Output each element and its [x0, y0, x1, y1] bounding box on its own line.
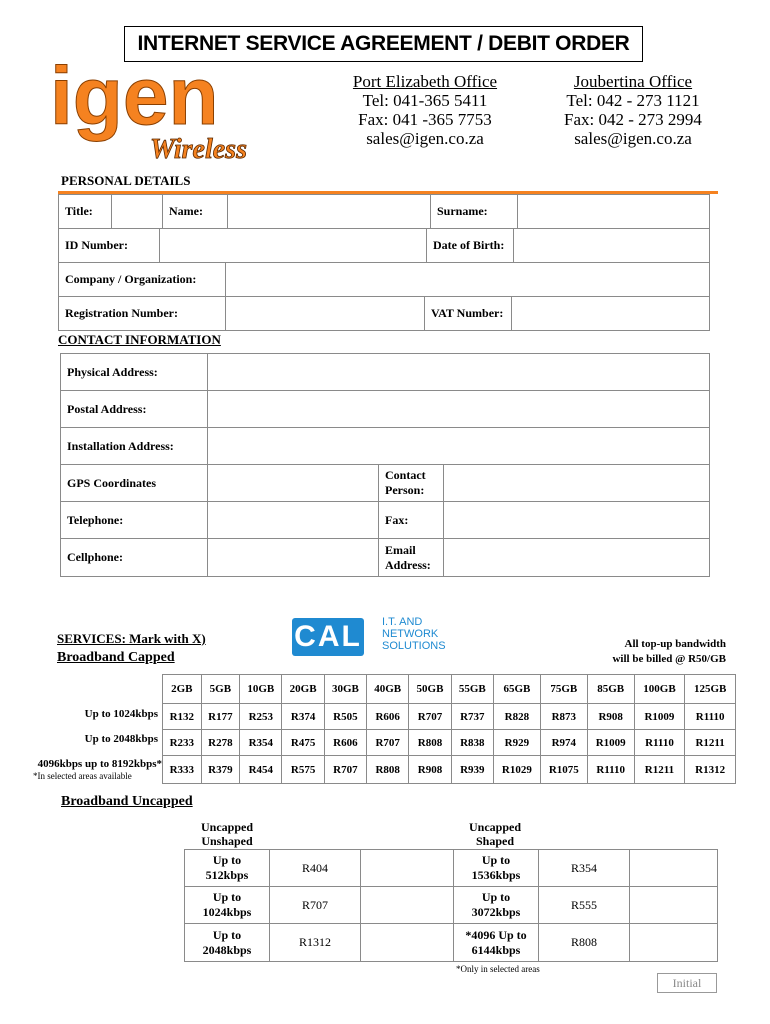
- personal-details-heading: PERSONAL DETAILS: [61, 173, 191, 188]
- capped-row-label: Up to 1024kbps: [84, 708, 158, 720]
- capped-column-header: 30GB: [324, 675, 366, 704]
- capped-price-cell[interactable]: R828: [493, 704, 540, 730]
- capped-price-cell[interactable]: R908: [409, 756, 451, 784]
- capped-column-header: 20GB: [282, 675, 324, 704]
- capped-price-cell[interactable]: R873: [540, 704, 587, 730]
- telephone-field[interactable]: [208, 502, 379, 539]
- shaped-header-line-1: Uncapped: [468, 820, 521, 834]
- capped-price-cell[interactable]: R808: [409, 730, 451, 756]
- unshaped-header: [186, 820, 268, 848]
- logo-text: igen: [50, 52, 219, 142]
- shaped-speed: *4096 Up to 6144kbps: [454, 924, 539, 962]
- uncapped-table: [184, 849, 718, 962]
- surname-label: Surname:: [431, 195, 518, 229]
- capped-footnote: *In selected areas available: [33, 771, 132, 781]
- company-label: Company / Organization:: [59, 263, 226, 297]
- email-field[interactable]: [444, 539, 710, 577]
- capped-price-cell[interactable]: R737: [451, 704, 493, 730]
- capped-price-cell[interactable]: R606: [324, 730, 366, 756]
- capped-price-cell[interactable]: R606: [367, 704, 409, 730]
- capped-price-cell[interactable]: R454: [240, 756, 282, 784]
- capped-price-row: [163, 704, 736, 730]
- shaped-price: R555: [539, 887, 630, 924]
- igen-wireless-logo: [50, 52, 270, 164]
- capped-price-cell[interactable]: R132: [163, 704, 202, 730]
- joubertina-office-block: [538, 72, 728, 148]
- shaped-select-cell[interactable]: [630, 924, 718, 962]
- contact-info-heading: CONTACT INFORMATION: [58, 332, 221, 347]
- pe-office-email: sales@igen.co.za: [366, 129, 484, 148]
- capped-column-header: 2GB: [163, 675, 202, 704]
- capped-price-cell[interactable]: R333: [163, 756, 202, 784]
- capped-price-row: [163, 756, 736, 784]
- capped-price-cell[interactable]: R1029: [493, 756, 540, 784]
- capped-price-cell[interactable]: R1110: [685, 704, 736, 730]
- title-field[interactable]: [112, 195, 163, 229]
- capped-price-cell[interactable]: R1211: [685, 730, 736, 756]
- capped-column-header: 55GB: [451, 675, 493, 704]
- capped-price-cell[interactable]: R354: [240, 730, 282, 756]
- shaped-speed: Up to 3072kbps: [454, 887, 539, 924]
- capped-price-cell[interactable]: R707: [367, 730, 409, 756]
- id-table: [58, 228, 710, 263]
- registration-table: [58, 296, 710, 331]
- capped-price-cell[interactable]: R908: [587, 704, 634, 730]
- topup-note-line-1: All top-up bandwidth: [624, 638, 726, 650]
- cal-logo-text: CAL: [294, 620, 362, 653]
- installation-address-field[interactable]: [208, 428, 710, 465]
- capped-price-cell[interactable]: R974: [540, 730, 587, 756]
- telephone-label: Telephone:: [61, 502, 208, 539]
- capped-column-header: 125GB: [685, 675, 736, 704]
- capped-price-cell[interactable]: R808: [367, 756, 409, 784]
- shaped-select-cell[interactable]: [630, 887, 718, 924]
- capped-price-cell[interactable]: R575: [282, 756, 324, 784]
- gps-field[interactable]: [208, 465, 379, 502]
- unshaped-header-line-2: Unshaped: [201, 834, 253, 848]
- capped-price-cell[interactable]: R1009: [587, 730, 634, 756]
- cal-logo: [292, 618, 364, 656]
- personal-details-table: [58, 194, 710, 229]
- capped-price-cell[interactable]: R253: [240, 704, 282, 730]
- name-label: Name:: [163, 195, 228, 229]
- postal-address-label: Postal Address:: [61, 391, 208, 428]
- cal-line-3: SOLUTIONS: [382, 640, 446, 652]
- unshaped-price: R404: [270, 850, 361, 887]
- capped-price-cell[interactable]: R1075: [540, 756, 587, 784]
- capped-price-cell[interactable]: R475: [282, 730, 324, 756]
- cal-line-2: NETWORK: [382, 628, 439, 640]
- physical-address-field[interactable]: [208, 354, 710, 391]
- cal-tagline: [382, 616, 446, 652]
- capped-row-label: Up to 2048kbps: [84, 733, 158, 745]
- id-field[interactable]: [160, 229, 427, 263]
- email-label: Email Address:: [379, 539, 444, 577]
- pe-office-block: [330, 72, 520, 148]
- capped-price-cell[interactable]: R1110: [587, 756, 634, 784]
- unshaped-speed: Up to 2048kbps: [185, 924, 270, 962]
- vat-label: VAT Number:: [425, 297, 512, 331]
- topup-note: [560, 637, 726, 667]
- pe-office-tel: Tel: 041-365 5411: [362, 91, 488, 110]
- contact-person-field[interactable]: [444, 465, 710, 502]
- pe-office-fax: Fax: 041 -365 7753: [358, 110, 492, 129]
- capped-column-header: 5GB: [201, 675, 240, 704]
- capped-price-cell[interactable]: R929: [493, 730, 540, 756]
- postal-address-field[interactable]: [208, 391, 710, 428]
- capped-column-header: 10GB: [240, 675, 282, 704]
- physical-address-label: Physical Address:: [61, 354, 208, 391]
- shaped-price: R808: [539, 924, 630, 962]
- unshaped-select-cell[interactable]: [361, 850, 454, 887]
- unshaped-select-cell[interactable]: [361, 924, 454, 962]
- uncapped-row: [185, 850, 718, 887]
- unshaped-price: R1312: [270, 924, 361, 962]
- cellphone-label: Cellphone:: [61, 539, 208, 577]
- contact-table: [60, 353, 710, 577]
- uncapped-row: [185, 887, 718, 924]
- shaped-header-line-2: Shaped: [475, 834, 515, 848]
- capped-column-header: 75GB: [540, 675, 587, 704]
- vat-field[interactable]: [512, 297, 710, 331]
- capped-price-cell[interactable]: R1009: [634, 704, 685, 730]
- logo-subtext: Wireless: [150, 134, 247, 164]
- contact-person-label: Contact Person:: [379, 465, 444, 502]
- document-title: INTERNET SERVICE AGREEMENT / DEBIT ORDER: [124, 26, 643, 62]
- title-label: Title:: [59, 195, 112, 229]
- capped-price-cell[interactable]: R1312: [685, 756, 736, 784]
- installation-address-label: Installation Address:: [61, 428, 208, 465]
- capped-price-cell[interactable]: R233: [163, 730, 202, 756]
- shaped-speed: Up to 1536kbps: [454, 850, 539, 887]
- joubertina-office-fax: Fax: 042 - 273 2994: [564, 110, 702, 129]
- capped-price-cell[interactable]: R177: [201, 704, 240, 730]
- company-field[interactable]: [226, 263, 710, 297]
- capped-price-cell[interactable]: R1211: [634, 756, 685, 784]
- uncapped-footnote: *Only in selected areas: [456, 964, 540, 974]
- pe-office-name: Port Elizabeth Office: [352, 72, 498, 91]
- services-heading: SERVICES: Mark with X): [57, 631, 206, 646]
- unshaped-select-cell[interactable]: [361, 887, 454, 924]
- capped-price-cell[interactable]: R505: [324, 704, 366, 730]
- registration-field[interactable]: [226, 297, 425, 331]
- topup-note-line-2: will be billed @ R50/GB: [612, 653, 726, 665]
- company-table: [58, 262, 710, 297]
- unshaped-speed: Up to 512kbps: [185, 850, 270, 887]
- joubertina-office-tel: Tel: 042 - 273 1121: [566, 91, 700, 110]
- dob-field[interactable]: [514, 229, 710, 263]
- uncapped-heading: Broadband Uncapped: [61, 794, 193, 809]
- capped-price-cell[interactable]: R379: [201, 756, 240, 784]
- capped-price-table: [162, 674, 736, 784]
- cellphone-field[interactable]: [208, 539, 379, 577]
- registration-label: Registration Number:: [59, 297, 226, 331]
- capped-column-header: 40GB: [367, 675, 409, 704]
- capped-column-header: 65GB: [493, 675, 540, 704]
- capped-row-label: 4096kbps up to 8192kbps*: [37, 758, 162, 770]
- capped-price-row: [163, 730, 736, 756]
- unshaped-header-line-1: Uncapped: [200, 820, 253, 834]
- capped-heading: Broadband Capped: [57, 650, 175, 665]
- uncapped-row: [185, 924, 718, 962]
- dob-label: Date of Birth:: [427, 229, 514, 263]
- capped-price-cell[interactable]: R707: [324, 756, 366, 784]
- shaped-select-cell[interactable]: [630, 850, 718, 887]
- initial-box[interactable]: Initial: [657, 973, 717, 993]
- capped-price-cell[interactable]: R707: [409, 704, 451, 730]
- shaped-price: R354: [539, 850, 630, 887]
- joubertina-office-name: Joubertina Office: [573, 72, 693, 91]
- surname-field[interactable]: [518, 195, 710, 229]
- gps-label: GPS Coordinates: [61, 465, 208, 502]
- capped-price-cell[interactable]: R939: [451, 756, 493, 784]
- cal-line-1: I.T. AND: [382, 616, 423, 628]
- unshaped-speed: Up to 1024kbps: [185, 887, 270, 924]
- unshaped-price: R707: [270, 887, 361, 924]
- capped-column-header: 100GB: [634, 675, 685, 704]
- fax-label: Fax:: [379, 502, 444, 539]
- id-label: ID Number:: [59, 229, 160, 263]
- capped-price-cell[interactable]: R838: [451, 730, 493, 756]
- capped-price-cell[interactable]: R1110: [634, 730, 685, 756]
- joubertina-office-email: sales@igen.co.za: [574, 129, 692, 148]
- capped-column-header: 85GB: [587, 675, 634, 704]
- fax-field[interactable]: [444, 502, 710, 539]
- capped-column-header: 50GB: [409, 675, 451, 704]
- capped-price-cell[interactable]: R374: [282, 704, 324, 730]
- capped-price-cell[interactable]: R278: [201, 730, 240, 756]
- name-field[interactable]: [228, 195, 431, 229]
- shaped-header: [454, 820, 536, 848]
